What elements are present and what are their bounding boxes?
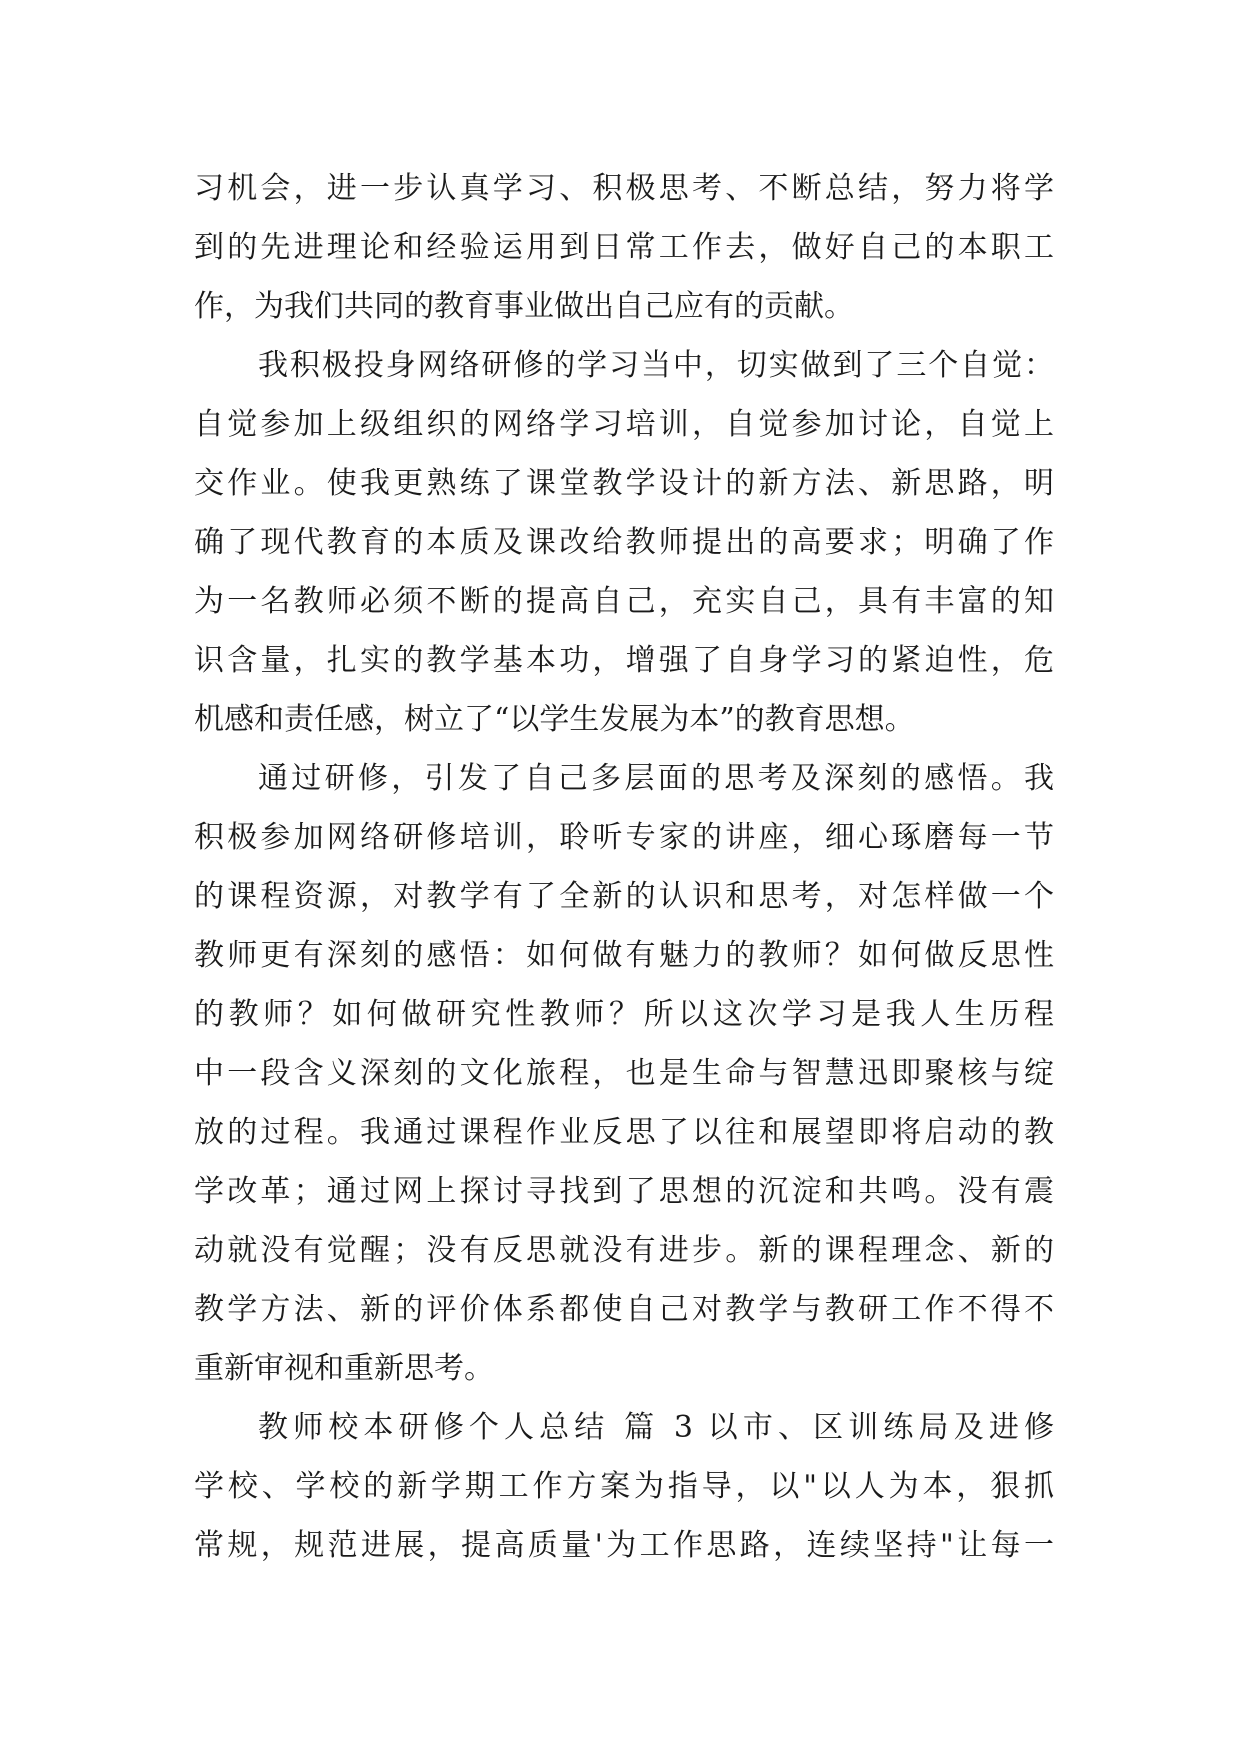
text-line: 我积极投身网络研修的学习当中，切实做到了三个自觉： xyxy=(258,348,1054,383)
document-body xyxy=(194,159,1054,1575)
text-line: 学校、学校的新学期工作方案为指导，以"以人为本，狠抓 xyxy=(194,1469,1054,1504)
text-line: 交作业。使我更熟练了课堂教学设计的新方法、新思路，明 xyxy=(194,466,1054,501)
text-line: 确了现代教育的本质及课改给教师提出的高要求；明确了作 xyxy=(194,525,1054,560)
text-line: 自觉参加上级组织的网络学习培训，自觉参加讨论，自觉上 xyxy=(194,407,1054,442)
text-line: 积极参加网络研修培训，聆听专家的讲座，细心琢磨每一节 xyxy=(194,820,1054,855)
text-line: 机感和责任感，树立了“以学生发展为本”的教育思想。 xyxy=(194,702,915,737)
text-line: 教师更有深刻的感悟：如何做有魅力的教师？如何做反思性 xyxy=(194,938,1054,973)
text-line: 常规，规范进展，提高质量'为工作思路，连续坚持"让每一 xyxy=(194,1528,1054,1563)
text-line: 教学方法、新的评价体系都使自己对教学与教研工作不得不 xyxy=(194,1292,1054,1327)
text-line: 到的先进理论和经验运用到日常工作去，做好自己的本职工 xyxy=(194,230,1054,265)
text-line: 识含量，扎实的教学基本功，增强了自身学习的紧迫性，危 xyxy=(194,643,1054,678)
text-line: 放的过程。我通过课程作业反思了以往和展望即将启动的教 xyxy=(194,1115,1054,1150)
text-line: 学改革；通过网上探讨寻找到了思想的沉淀和共鸣。没有震 xyxy=(194,1174,1054,1209)
text-line: 作，为我们共同的教育事业做出自己应有的贡献。 xyxy=(194,289,854,324)
text-line: 习机会，进一步认真学习、积极思考、不断总结，努力将学 xyxy=(194,171,1054,206)
text-line: 重新审视和重新思考。 xyxy=(194,1351,494,1386)
text-line: 动就没有觉醒；没有反思就没有进步。新的课程理念、新的 xyxy=(194,1233,1054,1268)
text-line: 教师校本研修个人总结 篇 3 以市、区训练局及进修 xyxy=(258,1410,1054,1445)
text-line: 的教师？如何做研究性教师？所以这次学习是我人生历程 xyxy=(194,997,1054,1032)
text-line: 为一名教师必须不断的提高自己，充实自己，具有丰富的知 xyxy=(194,584,1054,619)
text-line: 通过研修，引发了自己多层面的思考及深刻的感悟。我 xyxy=(258,761,1054,796)
text-line: 的课程资源，对教学有了全新的认识和思考，对怎样做一个 xyxy=(194,879,1054,914)
text-line: 中一段含义深刻的文化旅程，也是生命与智慧迅即聚核与绽 xyxy=(194,1056,1054,1091)
